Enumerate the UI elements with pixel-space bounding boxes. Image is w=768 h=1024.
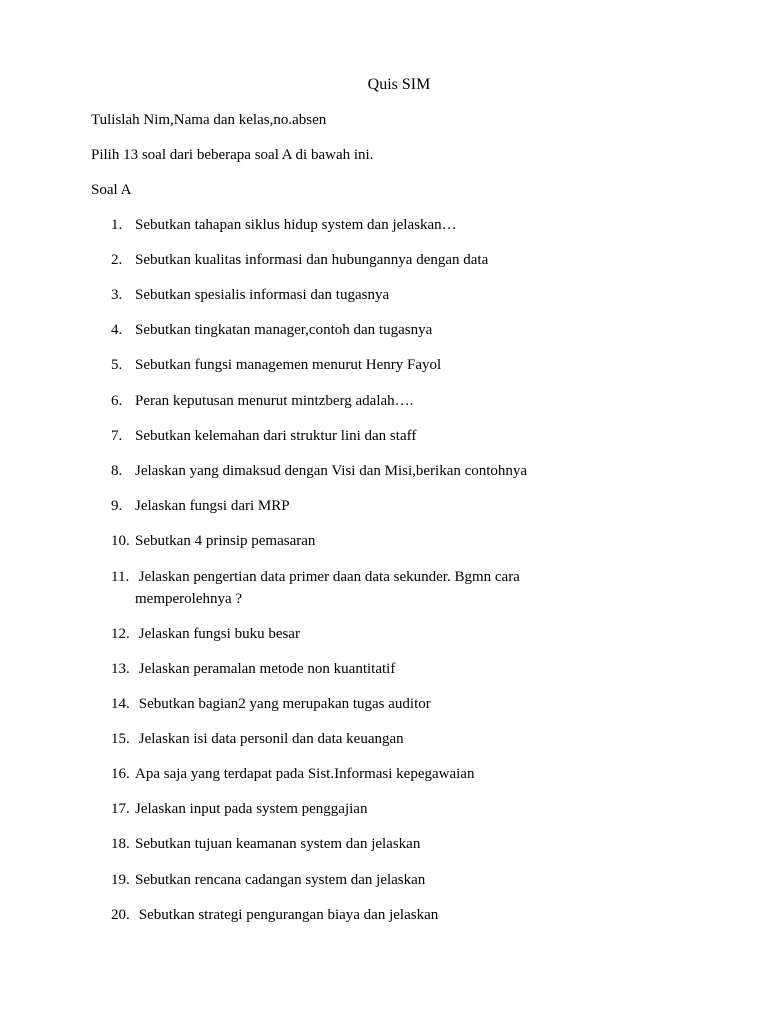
question-number: 5.	[111, 357, 123, 373]
question-item	[111, 728, 711, 750]
question-number: 11.	[111, 569, 130, 585]
question-item	[111, 763, 711, 785]
question-item	[111, 249, 711, 271]
question-item	[111, 798, 711, 820]
question-text: Sebutkan tujuan keamanan system dan jelaskan	[135, 836, 421, 852]
question-item	[111, 460, 711, 482]
question-number: 20.	[111, 907, 130, 923]
question-number: 10.	[111, 533, 130, 549]
question-item	[111, 693, 711, 715]
question-text: Sebutkan tahapan siklus hidup system dan jelaskan…	[135, 217, 457, 233]
question-item	[111, 495, 711, 517]
question-number: 17.	[111, 801, 130, 817]
question-item	[111, 354, 711, 376]
question-number: 18.	[111, 836, 130, 852]
question-text: Sebutkan spesialis informasi dan tugasnya	[135, 287, 390, 303]
question-item	[111, 869, 711, 891]
question-number: 12.	[111, 626, 130, 642]
page-title: Quis SIM	[367, 76, 431, 93]
question-item	[111, 833, 711, 855]
question-item	[111, 319, 711, 341]
question-item	[111, 658, 711, 680]
question-text: Sebutkan tingkatan manager,contoh dan tugasnya	[135, 322, 433, 338]
question-number: 19.	[111, 872, 130, 888]
question-text: Jelaskan input pada system penggajian	[135, 801, 368, 817]
question-number: 14.	[111, 696, 130, 712]
question-text: Sebutkan 4 prinsip pemasaran	[135, 533, 316, 549]
instruction-choose: Pilih 13 soal dari beberapa soal A di bawah ini.	[91, 147, 374, 163]
question-number: 4.	[111, 322, 123, 338]
question-item	[111, 904, 711, 926]
question-number: 15.	[111, 731, 130, 747]
question-text: Sebutkan kelemahan dari struktur lini dan staff	[135, 428, 417, 444]
question-number: 8.	[111, 463, 123, 479]
question-text: Jelaskan pengertian data primer daan data sekunder. Bgmn cara	[135, 569, 520, 585]
question-item	[111, 566, 711, 610]
instruction-identity: Tulislah Nim,Nama dan kelas,no.absen	[91, 112, 327, 128]
question-text: Jelaskan fungsi dari MRP	[135, 498, 290, 514]
question-item	[111, 623, 711, 645]
question-text: Sebutkan rencana cadangan system dan jelaskan	[135, 872, 426, 888]
question-number: 3.	[111, 287, 123, 303]
question-number: 6.	[111, 393, 123, 409]
question-number: 1.	[111, 217, 123, 233]
question-item	[111, 284, 711, 306]
question-item	[111, 425, 711, 447]
question-item	[111, 530, 711, 552]
question-number: 2.	[111, 252, 123, 268]
question-text-continuation: memperolehnya ?	[135, 591, 243, 607]
question-text: Jelaskan fungsi buku besar	[135, 626, 300, 642]
question-item	[111, 214, 711, 236]
section-label: Soal A	[91, 182, 132, 198]
question-text: Sebutkan kualitas informasi dan hubungannya dengan data	[135, 252, 489, 268]
question-number: 13.	[111, 661, 130, 677]
question-number: 9.	[111, 498, 123, 514]
question-text: Sebutkan fungsi managemen menurut Henry Fayol	[135, 357, 442, 373]
question-text: Apa saja yang terdapat pada Sist.Informasi kepegawaian	[135, 766, 475, 782]
question-text: Sebutkan strategi pengurangan biaya dan jelaskan	[135, 907, 439, 923]
question-item	[111, 390, 711, 412]
question-text: Jelaskan isi data personil dan data keuangan	[135, 731, 404, 747]
question-text: Jelaskan peramalan metode non kuantitatif	[135, 661, 396, 677]
question-text: Jelaskan yang dimaksud dengan Visi dan Misi,berikan contohnya	[135, 463, 528, 479]
question-number: 7.	[111, 428, 123, 444]
question-text: Sebutkan bagian2 yang merupakan tugas auditor	[135, 696, 431, 712]
question-number: 16.	[111, 766, 130, 782]
question-text: Peran keputusan menurut mintzberg adalah….	[135, 393, 414, 409]
